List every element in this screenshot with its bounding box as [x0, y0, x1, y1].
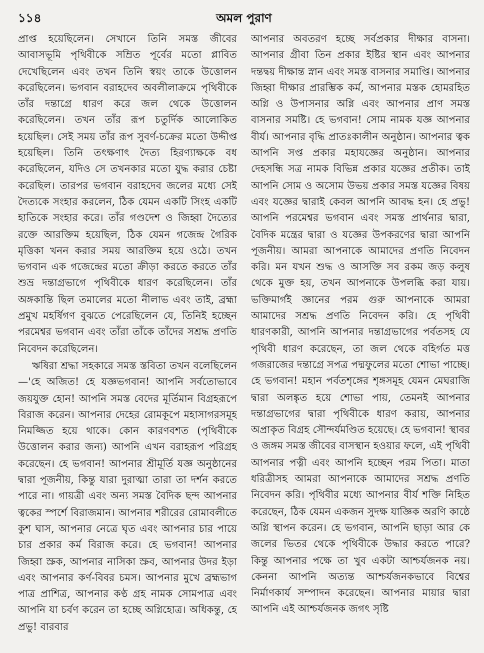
text-columns [18, 32, 470, 644]
left-column [18, 32, 237, 644]
right-paragraph-1: আপনার অবতরণ হচ্ছে সর্বপ্রকার দীক্ষার বাসনা। আপনার গ্রীবা তিন প্রকার ইষ্টির স্থান এবং আপনার দন্তদ্বয় দীক্ষান্ত স্নান এবং সমস্ত বাসনার সমাপ্তি। আপনার জিহ্বা দীক্ষার প্রারম্ভিক কর্ম, আপনার মস্তক হোমরহিত অগ্নি ও উপাসনার অগ্নি এবং আপনার প্রাণ সমস্ত বাসনার সমষ্টি। হে ভগবান! সোম নামক যজ্ঞ আপনার বীর্য। আপনার বৃদ্ধি প্রাতঃকালীন অনুষ্ঠান। আপনার ত্বক আপনি সপ্ত প্রকার মহাযজ্ঞের অনুষ্ঠান। আপনার দেহসন্ধি সত্র নামক বিভিন্ন প্রকার যজ্ঞের প্রতীক। তাই আপনি সোম ও অসোম উভয় প্রকার সমস্ত যজ্ঞের বিষয় এবং যজ্ঞের দ্বারাই কেবল আপনি আবদ্ধ হন। হে প্রভু! আপনি পরমেশ্বর ভগবান এবং সমস্ত প্রার্থনার দ্বারা, বৈদিক মন্ত্রের দ্বারা ও যজ্ঞের উপকরণের দ্বারা আপনি পূজনীয়। আমরা আপনাকে আমাদের প্রণতি নিবেদন করি। মন যখন শুদ্ধ ও আসক্তি সব রকম জড় কলুষ থেকে মুক্ত হয়, তখন আপনাকে উপলব্ধি করা যায়। ভক্তিমার্গই জ্ঞানের পরম গুরু আপনাকে আমরা আমাদের সশ্রদ্ধ প্রণতি নিবেদন করি। হে পৃথিবী ধারণকারী, আপনি আপনার দন্তাগ্রভাগের পর্বতসহ যে পৃথিবী ধারণ করেছেন, তা জল থেকে বহির্গত মত্ত গজরাজের দন্তাগ্রে সপত্র পদ্মফুলের মতো শোভা পাচ্ছে। হে ভগবান! মহান পর্বতশৃঙ্গের শৃঙ্গসমূহ যেমন মেঘরাজি দ্বারা অলঙ্কৃত হয়ে শোভা পায়, তেমনই আপনার দন্তাগ্রভাগের দ্বারা পৃথিবীকে ধারণ করায়, আপনার অপ্রাকৃত বিগ্রহ সৌন্দর্যমণ্ডিত হয়েছে। হে ভগবান! স্থাবর ও জঙ্গম সমস্ত জীবের বাসস্থান হওয়ার ফলে, এই পৃথিবী আপনার পত্নী এবং আপনি হচ্ছেন পরম পিতা। মাতা ধরিত্রীসহ আমরা আপনাকে আমাদের সশ্রদ্ধ প্রণতি নিবেদন করি। পৃথিবীর মধ্যে আপনার বীর্য শক্তি নিহিত করেছেন, ঠিক যেমন একজন সুদক্ষ যাজ্ঞিক অরণি কাষ্ঠে অগ্নি স্থাপন করেন। হে ভগবান, আপনি ছাড়া আর কে জলের ভিতর থেকে পৃথিবীকে উদ্ধার করতে পারে? কিন্তু আপনার পক্ষে তা খুব একটা আশ্চর্যজনক নয়। কেননা আপনি অত্যন্ত আশ্চর্যজনকভাবে বিশ্বের নির্মাণকার্য সম্পাদন করেছেন। আপনার মায়ার দ্বারা আপনি এই আশ্চর্যজনক জগৎ সৃষ্টি [251, 34, 470, 616]
page-number: ১১৪ [18, 11, 42, 25]
running-title: অমল পুরাণ [216, 11, 272, 25]
page-header [18, 10, 470, 32]
left-paragraph-1: প্রাপ্ত হয়েছিলেন। সেখানে তিনি সমস্ত জীবের আবাসভূমি পৃথিবীকে সম্রিত পূর্বের মতো প্লাবিত দেখেছিলেন এবং তখন তিনি স্বয়ং তাকে উত্তোলন করেছিলেন। ভগবান বরাহদেব অবলীলাক্রমে পৃথিবীকে তাঁর দন্তাগ্রে ধারণ করে জল থেকে উত্তোলন করেছিলেন। তখন তাঁর রূপ চতুর্দিক আলোকিত হয়েছিল। সেই সময় তাঁর রূপ সুবর্ণ-চক্রের মতো উদ্দীপ্ত হয়েছিল। তিনি তৎক্ষণাৎ দৈত্য হিরণ্যাক্ষকে বধ করেছিলেন, যদিও সে তখনকার মতো যুদ্ধ করার চেষ্টা করেছিল। তারপর ভগবান বরাহদেব জলের মধ্যে সেই দৈত্যকে সংহার করলেন, ঠিক যেমন একটি সিংহ একটি হাতিকে সংহার করে। তাঁর গণ্ডদেশ ও জিহ্বা দৈত্যের রক্তে আরক্তিম হয়েছিল, ঠিক যেমন গজেন্দ্র গৈরিক মৃত্তিকা খনন করার সময় আরক্তিম হয়ে ওঠে। তখন ভগবান এক গজেন্দ্রের মতো ক্রীড়া করতে করতে তাঁর শুভ্র দন্তাগ্রভাগে পৃথিবীকে ধারণ করেছিলেন। তাঁর অঙ্গকান্তি ছিল তমালের মতো নীলাভ এবং তাই, ব্রহ্মা প্রমুখ মহর্ষিগণ বুঝতে পেরেছিলেন যে, তিনিই হচ্ছেন পরমেশ্বর ভগবান এবং তাঁরা তাঁকে তাঁদের সশ্রদ্ধ প্রণতি নিবেদন করেছিলেন। [18, 34, 237, 355]
right-column [251, 32, 470, 644]
left-paragraph-2: ঋষিরা শ্রদ্ধা সহকারে সমস্ত স্তবিতা তখন বলেছিলেন—'হে অজিত! হে যজ্ঞভগবান! আপনি সর্বতোভাবে জয়যুক্ত হোন! আপনি সমস্ত বেদের মূর্তিমান বিগ্রহরূপে বিরাজ করেন। আপনার দেহের রোমকূপে মহাসাগরসমূহ নিমজ্জিত হয়ে থাকে। কোন কারণবশত (পৃথিবীকে উত্তোলন করার জন্য) আপনি এখন বরাহরূপ পরিগ্রহ করেছেন। হে ভগবান! আপনার শ্রীমূর্তি যজ্ঞ অনুষ্ঠানের দ্বারা পূজনীয়, কিন্তু যারা দুরাত্মা তারা তা দর্শন করতে পারে না। গায়ত্রী এবং অন্য সমস্ত বৈদিক ছন্দ আপনার ত্বকের স্পর্শে বিরাজমান। আপনার শরীরের রোমাবলীতে কুশ ঘাস, আপনার নেত্রে ঘৃত এবং আপনার চার পায়ে চার প্রকার কর্ম বিরাজ করে। হে ভগবান! আপনার জিহ্বা স্রুক, আপনার নাসিকা স্রুব, আপনার উদর ইড়া এবং আপনার কর্ণ-বিবর চমস। আপনার মুখে ব্রহ্মভাগ পাত্র প্রাশিত্র, আপনার কণ্ঠ গ্রহ নামক সোমপাত্র এবং আপনি যা চর্বণ করেন তা হচ্ছে অগ্নিহোত্র। অধিকন্তু, হে প্রভু! বারবার [18, 360, 237, 633]
